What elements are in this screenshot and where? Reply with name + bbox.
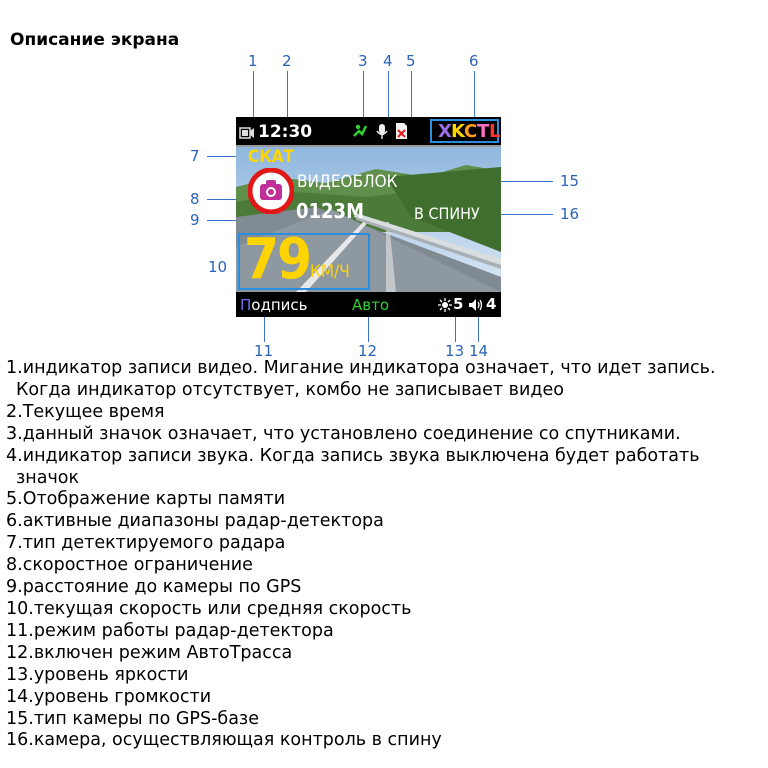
callout-10: 10 [208,258,228,276]
radar-mode-rest: одпись [251,296,308,314]
page-title: Описание экрана [10,30,180,50]
band-t: T [477,121,490,142]
description-item: Когда индикатор отсутствует, комбо не записывает видео [16,379,564,400]
description-list [6,358,764,752]
callout-11: 11 [254,342,274,360]
description-item: 2.Текущее время [6,401,165,422]
callout-9: 9 [190,211,200,229]
callout-4: 4 [383,52,393,70]
brightness-icon [438,297,452,316]
callout-1: 1 [248,52,258,70]
memory-card-icon [395,122,408,144]
callout-13: 13 [445,342,465,360]
band-x: X [438,121,452,142]
callout-2: 2 [282,52,292,70]
callout-8: 8 [190,190,200,208]
current-speed: 79 [244,227,311,292]
speed-limit-camera-icon [248,168,294,218]
leader-line-6 [474,71,475,121]
description-item: 13.уровень яркости [6,664,189,685]
route-mode: Авто [352,296,390,314]
status-bar [236,117,501,147]
description-item: 12.включен режим АвтоТрасса [6,642,293,663]
band-l: L [489,121,501,142]
radar-type: СКАТ [248,147,294,167]
radar-mode-initial: П [240,296,252,314]
band-c: C [464,121,478,142]
callout-7: 7 [190,147,200,165]
satellite-icon [352,123,368,143]
volume-icon [468,297,484,316]
clock: 12:30 [258,122,313,142]
radar-mode [240,296,307,314]
description-item: 10.текущая скорость или средняя скорость [6,598,412,619]
callout-5: 5 [406,52,416,70]
callout-14: 14 [469,342,489,360]
brightness-level: 5 [453,295,464,313]
description-item: 16.камера, осуществляющая контроль в спину [6,730,442,751]
description-item: 14.уровень громкости [6,686,212,707]
bottom-status-bar [236,292,501,317]
callout-12: 12 [358,342,378,360]
description-item: 7.тип детектируемого радара [6,533,286,554]
description-item: 1.индикатор записи видео. Мигание индикатора означает, что идет запись. [6,358,716,378]
device-screen [236,117,501,317]
camera-type: ВИДЕОБЛОК [297,172,398,192]
callout-15: 15 [560,172,580,190]
callout-3: 3 [358,52,368,70]
camera-distance: 0123M [296,199,364,223]
description-item: 15.тип камеры по GPS-базе [6,708,259,729]
volume-level: 4 [486,295,497,313]
description-item: 4.индикатор записи звука. Когда запись звука выключена будет работать [6,445,700,466]
description-item: 5.Отображение карты памяти [6,489,286,510]
speed-unit: КМ/Ч [310,262,350,282]
description-item: 11.режим работы радар-детектора [6,620,334,641]
description-item: 3.данный значок означает, что установлено соединение со спутниками. [6,423,681,444]
radar-mode-label [240,296,307,314]
description-item: 8.скоростное ограничение [6,555,253,576]
description-item: 9.расстояние до камеры по GPS [6,577,302,598]
rear-control-label: В СПИНУ [414,204,480,223]
description-item: 6.активные диапазоны радар-детектора [6,511,384,532]
band-k: K [451,121,465,142]
microphone-icon [376,123,388,144]
callout-16: 16 [560,205,580,223]
callout-6: 6 [469,52,479,70]
description-item: значок [16,467,80,488]
video-record-icon [239,125,255,144]
